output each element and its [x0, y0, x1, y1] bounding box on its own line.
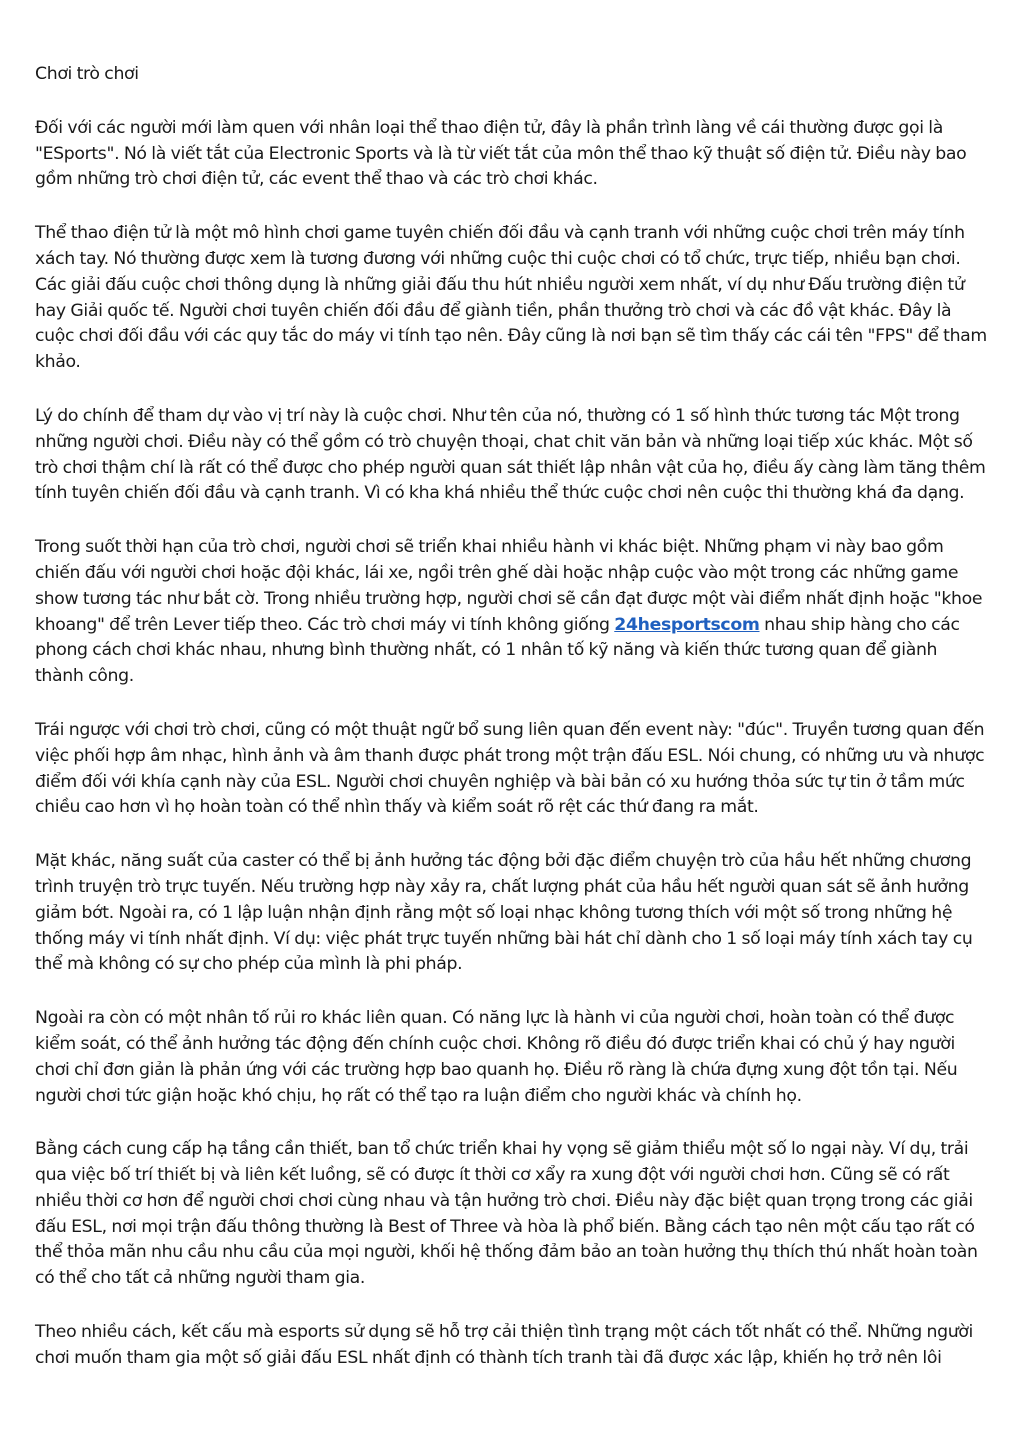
paragraph-8: Bằng cách cung cấp hạ tầng cần thiết, ban tổ chức triển khai hy vọng sẽ giảm thiểu một số lo ngại này. Ví dụ, trải qua việc bố trí thiết bị và liên kết luồng, sẽ có được ít thời cơ xẩy ra xung đột với người chơi hơn. Cũng sẽ có rất nhiều thời cơ hơn để người chơi chơi cùng nhau và tận hưởng trò chơi. Điều này đặc biệt quan trọng trong các giải đấu ESL, nơi mọi trận đấu thông thường là Best of Three và hòa là phổ biến. Bằng cách tạo nên một cấu tạo rất có thể thỏa mãn nhu cầu nhu cầu của mọi người, khối hệ thống đảm bảo an toàn hưởng thụ thích thú nhất hoàn toàn có thể cho tất cả những người tham gia. [35, 1139, 978, 1289]
document-heading: Chơi trò chơi [35, 64, 139, 84]
paragraph-1: Đối với các người mới làm quen với nhân loại thể thao điện tử, đây là phần trình làng về cái thường được gọi là "ESports". Nó là viết tắt của Electronic Sports và là từ viết tắt của môn thể thao kỹ thuật số điện tử. Điều này bao gồm những trò chơi điện tử, các event thể thao và các trò chơi khác. [35, 117, 967, 190]
paragraph-4-text-after: nhau ship hàng cho các phong cách chơi khác nhau, nhưng bình thường nhất, có 1 nhân tố kỹ năng và kiến thức tương quan để giành thành công. [35, 614, 960, 687]
paragraph-9: Theo nhiều cách, kết cấu mà esports sử dụng sẽ hỗ trợ cải thiện tình trạng một cách tốt nhất có thể. Những người chơi muốn tham gia một số giải đấu ESL nhất định có thành tích tranh tài đã được xác lập, khiến họ trở nên lôi [35, 1322, 973, 1368]
paragraph-5: Trái ngược với chơi trò chơi, cũng có một thuật ngữ bổ sung liên quan đến event này: "đúc". Truyền tương quan đến việc phối hợp âm nhạc, hình ảnh và âm thanh được phát trong một trận đấu ESL. Nói chung, có những ưu và nhược điểm đối với khía cạnh này của ESL. Người chơi chuyên nghiệp và bài bản có xu hướng thỏa sức tự tin ở tầm mức chiều cao hơn vì họ hoàn toàn có thể nhìn thấy và kiểm soát rõ rệt các thứ đang ra mắt. [35, 719, 985, 818]
paragraph-2: Thể thao điện tử là một mô hình chơi game tuyên chiến đối đầu và cạnh tranh với những cuộc chơi trên máy tính xách tay. Nó thường được xem là tương đương với những cuộc thi cuộc chơi có tổ chức, trực tiếp, nhiều bạn chơi. Các giải đấu cuộc chơi thông dụng là những giải đấu thu hút nhiều người xem nhất, ví dụ như Đấu trường điện tử hay Giải quốc tế. Người chơi tuyên chiến đối đầu để giành tiền, phần thưởng trò chơi và các đồ vật khác. Đây là cuộc chơi đối đầu với các quy tắc do máy vi tính tạo nên. Đây cũng là nơi bạn sẽ tìm thấy các cái tên "FPS" để tham khảo. [35, 223, 987, 373]
paragraph-4 [35, 535, 988, 690]
paragraph-7: Ngoài ra còn có một nhân tố rủi ro khác liên quan. Có năng lực là hành vi của người chơi, hoàn toàn có thể được kiểm soát, có thể ảnh hưởng tác động đến chính cuộc chơi. Không rõ điều đó được triển khai có chủ ý hay người chơi chỉ đơn giản là phản ứng với các trường hợp bao quanh họ. Điều rõ ràng là chứa đựng xung đột tồn tại. Nếu người chơi tức giận hoặc khó chịu, họ rất có thể tạo ra luận điểm cho người khác và chính họ. [35, 1008, 958, 1106]
paragraph-4-text-before: Trong suốt thời hạn của trò chơi, người chơi sẽ triển khai nhiều hành vi khác biệt. Những phạm vi này bao gồm chiến đấu với người chơi hoặc đội khác, lái xe, ngồi trên ghế dài hoặc nhập cuộc vào một trong các những game show tương tác như bắt cờ. Trong nhiều trường hợp, người chơi sẽ cần đạt được một vài điểm nhất định hoặc "khoe khoang" để trên Lever tiếp theo. Các trò chơi máy vi tính không giống [35, 537, 983, 635]
paragraph-3: Lý do chính để tham dự vào vị trí này là cuộc chơi. Như tên của nó, thường có 1 số hình thức tương tác Một trong những người chơi. Điều này có thể gồm có trò chuyện thoại, chat chit văn bản và những loại tiếp xúc khác. Một số trò chơi thậm chí là rất có thể được cho phép người quan sát thiết lập nhân vật của họ, điều ấy càng làm tăng thêm tính tuyên chiến đối đầu và cạnh tranh. Vì có kha khá nhiều thể thức cuộc chơi nên cuộc thi thường khá đa dạng. [35, 405, 986, 504]
esports-site-link[interactable]: 24hesportscom [614, 614, 760, 635]
paragraph-6: Mặt khác, năng suất của caster có thể bị ảnh hưởng tác động bởi đặc điểm chuyện trò của hầu hết những chương trình truyện trò trực tuyến. Nếu trường hợp này xảy ra, chất lượng phát của hầu hết người quan sát sẽ ảnh hưởng giảm bớt. Ngoài ra, có 1 lập luận nhận định rằng một số loại nhạc không tương thích với một số trong những hệ thống máy vi tính nhất định. Ví dụ: việc phát trực tuyến những bài hát chỉ dành cho 1 số loại máy tính xách tay cụ thể mà không có sự cho phép của mình là phi pháp. [35, 851, 973, 975]
